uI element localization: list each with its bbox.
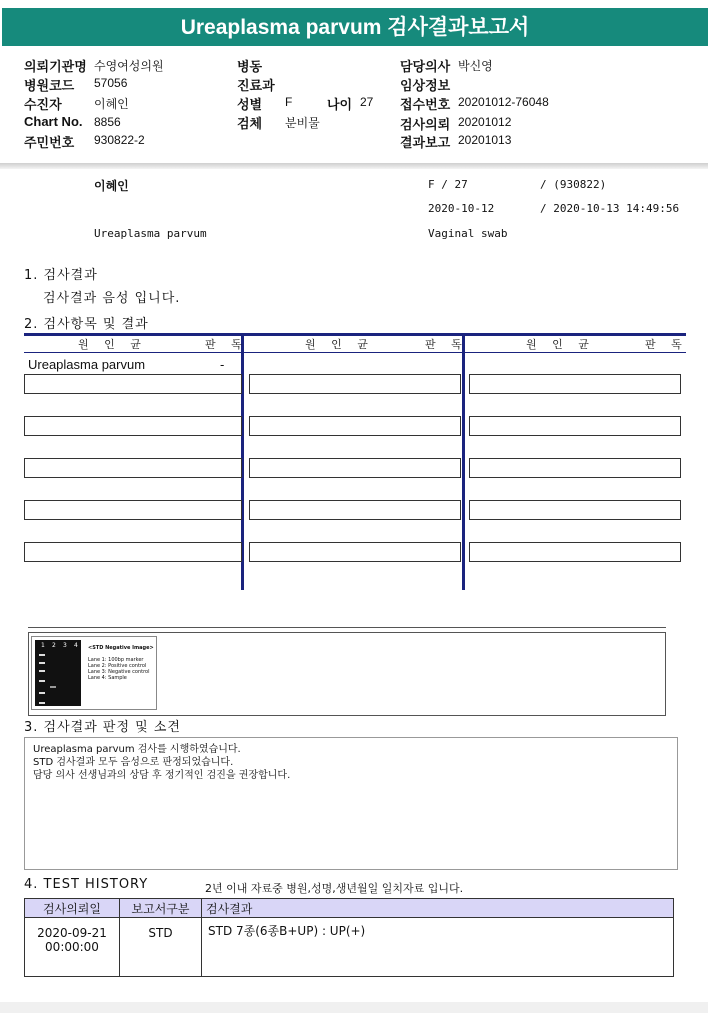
empty-result-cell (469, 500, 681, 520)
request-date-value: 20201012 (458, 115, 512, 129)
empty-result-cell (24, 374, 242, 394)
gel-legend-item: Lane 2: Positive control (88, 663, 147, 669)
patient-value: 이혜인 (94, 97, 129, 111)
history-row (25, 918, 674, 977)
chart-no-label: Chart No. (24, 114, 83, 129)
history-time: 00:00:00 (45, 940, 99, 954)
empty-result-cell (249, 416, 461, 436)
specimen-label: 검체 (237, 116, 263, 131)
opinion-box (24, 737, 678, 870)
empty-result-cell (469, 458, 681, 478)
resident-no-label: 주민번호 (24, 135, 75, 150)
history-header-result: 검사결과 (202, 899, 674, 918)
gel-image-title: <STD Negative Image> (88, 645, 154, 651)
summary-name: 이혜인 (94, 179, 129, 193)
empty-result-cell (469, 374, 681, 394)
opinion-line: 담당 의사 선생님과의 상담 후 정기적인 검진을 권장합니다. (33, 770, 291, 781)
summary-report-datetime: / 2020-10-13 14:49:56 (540, 202, 680, 215)
history-note: 2년 이내 자료중 병원,성명,생년월일 일치자료 입니다. (205, 882, 464, 895)
clinical-info-label: 임상정보 (400, 78, 451, 93)
history-header-type: 보고서구분 (120, 899, 202, 918)
receipt-no-value: 20201012-76048 (458, 95, 549, 109)
empty-result-cell (24, 458, 242, 478)
doctor-value: 박신영 (458, 59, 493, 73)
gel-legend-item: Lane 4: Sample (88, 675, 127, 681)
gel-lane-number: 4 (74, 642, 78, 649)
gel-lane-number: 2 (52, 642, 56, 649)
history-result: STD 7종(6종B+UP) : UP(+) (202, 918, 674, 977)
empty-result-cell (24, 416, 242, 436)
summary-sex-age: F / 27 (428, 178, 468, 191)
empty-result-cell (249, 500, 461, 520)
col-header-cause-3: 원 인 균 (526, 338, 595, 351)
receipt-no-label: 접수번호 (400, 97, 451, 112)
section1-title: 1. 검사결과 (24, 268, 98, 283)
gel-band (39, 654, 45, 656)
results-table-header-rule (24, 352, 686, 353)
results-table-divider-2 (462, 333, 465, 590)
empty-result-cell (469, 416, 681, 436)
history-table (24, 898, 674, 977)
gel-photo (35, 640, 81, 706)
empty-result-cell (469, 542, 681, 562)
gel-band (50, 686, 56, 688)
hospital-code-value: 57056 (94, 76, 128, 90)
institution-value: 수영여성의원 (94, 59, 164, 73)
resident-no-value: 930822-2 (94, 133, 145, 147)
summary-specimen: Vaginal swab (428, 227, 508, 240)
section1-text: 검사결과 음성 입니다. (43, 291, 181, 306)
history-date: 2020-09-21 (37, 926, 107, 940)
doctor-label: 담당의사 (400, 59, 451, 74)
gel-image-panel (31, 636, 157, 710)
request-date-label: 검사의뢰 (400, 117, 451, 132)
col-header-cause-2: 원 인 균 (305, 338, 374, 351)
empty-result-cell (24, 500, 242, 520)
report-date-label: 결과보고 (400, 135, 451, 150)
col-header-result-3: 판 독 (645, 338, 688, 351)
sex-label: 성별 (237, 97, 263, 112)
empty-result-cell (249, 542, 461, 562)
summary-birth: / (930822) (540, 178, 607, 191)
col-header-result-1: 판 독 (205, 338, 248, 351)
gel-band (39, 692, 45, 694)
dept-label: 진료과 (237, 78, 275, 93)
ward-label: 병동 (237, 59, 263, 74)
summary-test-name: Ureaplasma parvum (94, 227, 207, 240)
opinion-line: STD 검사결과 모두 음성으로 판정되었습니다. (33, 757, 234, 768)
empty-result-cell (24, 542, 242, 562)
gel-band (39, 680, 45, 682)
gel-band (39, 662, 45, 664)
history-header-date: 검사의뢰일 (25, 899, 120, 918)
section3-title: 3. 검사결과 판정 및 소견 (24, 720, 181, 735)
history-type: STD (120, 918, 202, 977)
report-date-value: 20201013 (458, 133, 512, 147)
gel-frame-top-rule (28, 627, 666, 628)
opinion-line: Ureaplasma parvum 검사를 시행하였습니다. (33, 744, 241, 755)
col-header-result-2: 판 독 (425, 338, 468, 351)
empty-result-cell (249, 458, 461, 478)
hospital-code-label: 병원코드 (24, 78, 75, 93)
age-value: 27 (360, 95, 374, 109)
gel-band (39, 670, 45, 672)
summary-request-date: 2020-10-12 (428, 202, 495, 215)
result-value: - (220, 357, 225, 372)
col-header-cause-1: 원 인 균 (78, 338, 147, 351)
empty-result-cell (249, 374, 461, 394)
gel-lane-number: 1 (41, 642, 45, 649)
gel-band (39, 702, 45, 704)
history-date-cell (25, 918, 120, 977)
specimen-value: 분비물 (285, 116, 320, 130)
report-title: Ureaplasma parvum 검사결과보고서 (2, 8, 708, 46)
header-separator (0, 163, 708, 169)
chart-no-value: 8856 (94, 115, 121, 129)
institution-label: 의뢰기관명 (24, 59, 87, 74)
result-organism: Ureaplasma parvum (28, 357, 146, 372)
footer-band (0, 1002, 708, 1013)
gel-lane-number: 3 (63, 642, 67, 649)
age-label: 나이 (327, 97, 353, 112)
sex-value: F (285, 95, 293, 109)
patient-label: 수진자 (24, 97, 62, 112)
section4-title: 4. TEST HISTORY (24, 877, 149, 892)
gel-legend-item: Lane 1: 100bp marker (88, 657, 144, 663)
section2-title: 2. 검사항목 및 결과 (24, 317, 149, 332)
gel-legend-item: Lane 3: Negative control (88, 669, 150, 675)
